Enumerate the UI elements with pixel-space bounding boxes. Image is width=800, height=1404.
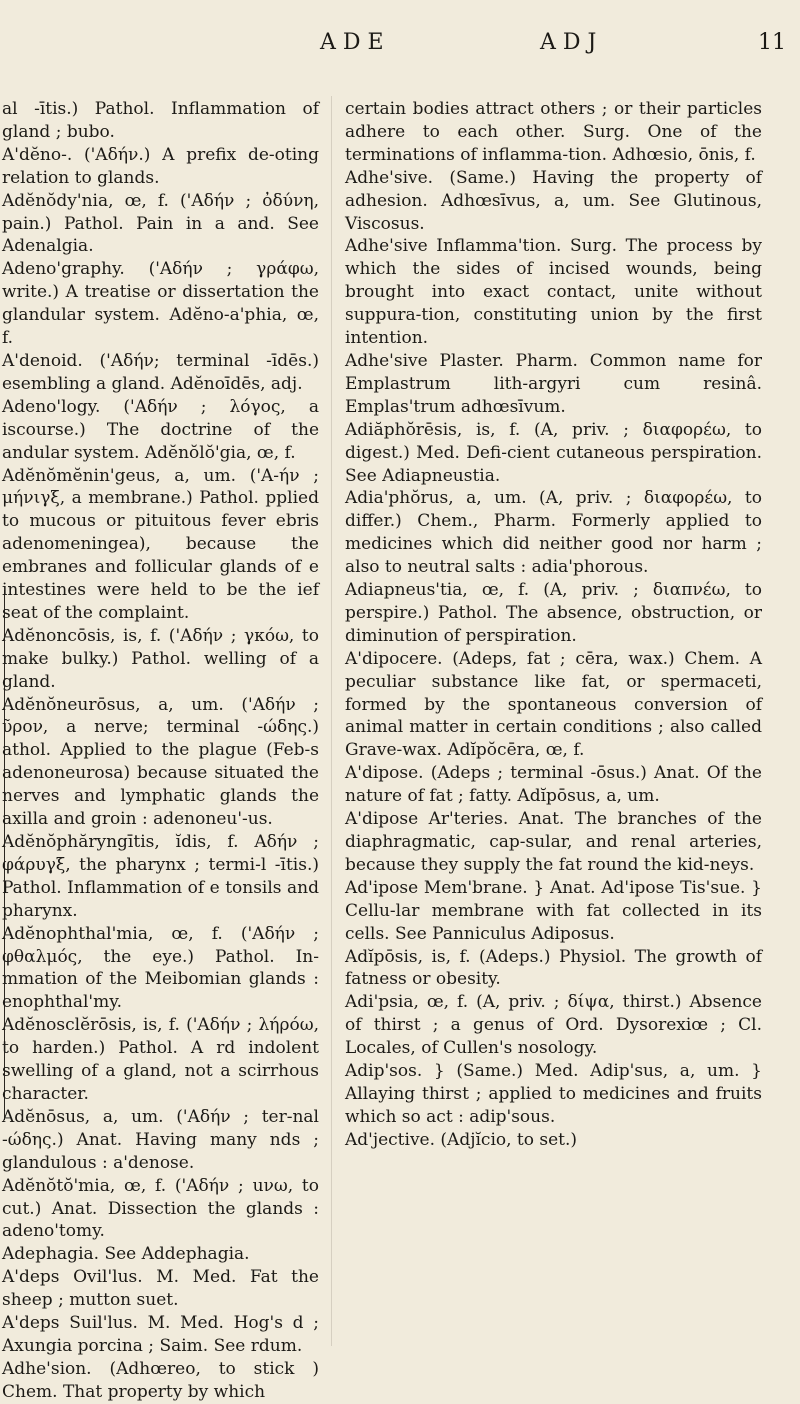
dictionary-entry: Adĕnōsus, a, um. ('Αδήν ; ter-nal -ώδης.) Anat. Having many nds ; glandulous : a'denose. <box>2 1106 319 1173</box>
dictionary-entry: A'deps Suil'lus. M. Med. Hog's d ; Axungia porcina ; Saim. See rdum. <box>2 1313 319 1356</box>
page-number: 11 <box>758 30 786 55</box>
dictionary-entry: A'dipocere. (Adeps, fat ; cēra, wax.) Chem. A peculiar substance like fat, or spermaceti, formed by the spontaneous conversion of animal matter in certain conditions ; also called Grave-wax. Adĭpŏcēra, œ, f. <box>345 648 762 761</box>
dictionary-entry: Adĕnŏdy'nia, œ, f. ('Αδήν ; ὀδύνη, pain.) Pathol. Pain in a and. See Adenalgia. <box>2 190 319 257</box>
page-header <box>0 30 800 70</box>
dictionary-entry: Adiapneus'tia, œ, f. (A, priv. ; διαπνέω, to perspire.) Pathol. The absence, obstruction, or diminution of perspiration. <box>345 580 762 646</box>
dictionary-entry: al -ītis.) Pathol. Inflammation of gland ; bubo. <box>2 99 319 142</box>
right-guide-word: ADJ <box>540 30 604 55</box>
column-divider <box>331 96 332 1346</box>
dictionary-entry: Adhe'sive Inflamma'tion. Surg. The process by which the sides of incised wounds, being brought into exact contact, unite without suppura-tion, constituting union by the first intention. <box>345 236 762 349</box>
dictionary-entry: Adhe'sion. (Adhœreo, to stick ) Chem. That property by which <box>2 1358 319 1402</box>
dictionary-entry: A'dipose. (Adeps ; terminal -ōsus.) Anat. Of the nature of fat ; fatty. Adĭpōsus, a, um. <box>345 763 762 807</box>
dictionary-entry: Adĕnŏneurōsus, a, um. ('Αδήν ; ῦρον, a nerve; terminal -ώδης.) athol. Applied to the plague (Feb-s adenoneurosa) because situated the nerves and lymphatic glands the axilla and groin : adenoneu'-us. <box>2 694 319 830</box>
dictionary-entry: Adiăphŏrēsis, is, f. (A, priv. ; διαφορέω, to digest.) Med. Defi-cient cutaneous perspiration. See Adiapneustia. <box>345 419 762 486</box>
dictionary-entry: Adeno'logy. ('Αδήν ; λόγος, a iscourse.) The doctrine of the andular system. Adĕnŏlŏ'gia, œ, f. <box>2 396 319 463</box>
dictionary-entry: Adhe'sive. (Same.) Having the property of adhesion. Adhœsīvus, a, um. See Glutinous, Viscosus. <box>345 167 762 234</box>
dictionary-entry: Adĕnosclĕrōsis, is, f. ('Αδήν ; λήρόω, to harden.) Pathol. A rd indolent swelling of a gland, not a scirrhous character. <box>2 1015 319 1104</box>
dictionary-entry: Adĭpōsis, is, f. (Adeps.) Physiol. The growth of fatness or obesity. <box>345 946 762 990</box>
left-column <box>0 98 319 1402</box>
dictionary-entry: Adephagia. See Addephagia. <box>2 1244 250 1265</box>
dictionary-entry: A'dĕno-. ('Αδήν.) A prefix de-oting relation to glands. <box>2 144 319 188</box>
dictionary-entry: Adĕnŏphăryngītis, ĭdis, f. Αδήν ; φάρυγξ, the pharynx ; termi-l -ītis.) Pathol. Inflammation of e tonsils and pharynx. <box>2 832 319 921</box>
dictionary-entry: A'denoid. ('Αδήν; terminal -īdēs.) esembling a gland. Adĕnoīdēs, adj. <box>2 350 319 394</box>
dictionary-entry: Ad'ipose Mem'brane. } Anat. Ad'ipose Tis'sue. } Cellu-lar membrane with fat collected in its cells. See Panniculus Adiposus. <box>345 877 762 944</box>
right-column <box>345 98 762 1348</box>
dictionary-entry: Ad'jective. (Adjĭcio, to set.) <box>345 1129 578 1150</box>
dictionary-entry: Adia'phŏrus, a, um. (A, priv. ; διαφορέω, to differ.) Chem., Pharm. Formerly applied to medicines which did neither good nor harm ; also to neutral salts : adia'phorous. <box>345 488 762 578</box>
dictionary-entry: A'deps Ovil'lus. M. Med. Fat the sheep ; mutton suet. <box>2 1267 319 1311</box>
dictionary-entry: Adeno'graphy. ('Αδήν ; γράφω, write.) A treatise or dissertation the glandular system. Adĕno-a'phia, œ, f. <box>2 259 319 349</box>
dictionary-entry: A'dipose Ar'teries. Anat. The branches of the diaphragmatic, cap-sular, and renal arteries, because they supply the fat round the kid-neys. <box>345 809 762 875</box>
dictionary-entry: Adĕnŏmĕnin'geus, a, um. ('A-ήν ; μήνιγξ, a membrane.) Pathol. pplied to mucous or pituitous fever ebris adenomeningea), because the embranes and follicular glands of e intestines were held to be the ief seat of the complaint. <box>2 465 319 623</box>
dictionary-entry: Adhe'sive Plaster. Pharm. Common name for Emplastrum lith-argyri cum resinâ. Emplas'trum adhœsīvum. <box>345 350 762 417</box>
dictionary-entry: Adi'psia, œ, f. (A, priv. ; δίψα, thirst.) Absence of thirst ; a genus of Ord. Dysorexiœ ; Cl. Locales, of Cullen's nosology. <box>345 992 762 1059</box>
left-guide-word: ADE <box>320 30 391 55</box>
dictionary-entry: certain bodies attract others ; or their particles adhere to each other. Surg. One of the terminations of inflamma-tion. Adhœsio, ōnis, f. <box>345 99 762 165</box>
dictionary-entry: Adip'sos. } (Same.) Med. Adip'sus, a, um. } Allaying thirst ; applied to medicines and fruits which so act : adip'sous. <box>345 1061 762 1127</box>
dictionary-entry: Adĕnoncōsis, is, f. ('Αδήν ; γκόω, to make bulky.) Pathol. welling of a gland. <box>2 625 319 692</box>
dictionary-entry: Adĕnophthal'mia, œ, f. ('Αδήν ; φθαλμός, the eye.) Pathol. In-mmation of the Meibomian glands : enophthal'my. <box>2 923 319 1013</box>
dictionary-entry: Adĕnŏtŏ'mia, œ, f. ('Αδήν ; uνω, to cut.) Anat. Dissection the glands : adeno'tomy. <box>2 1175 319 1242</box>
